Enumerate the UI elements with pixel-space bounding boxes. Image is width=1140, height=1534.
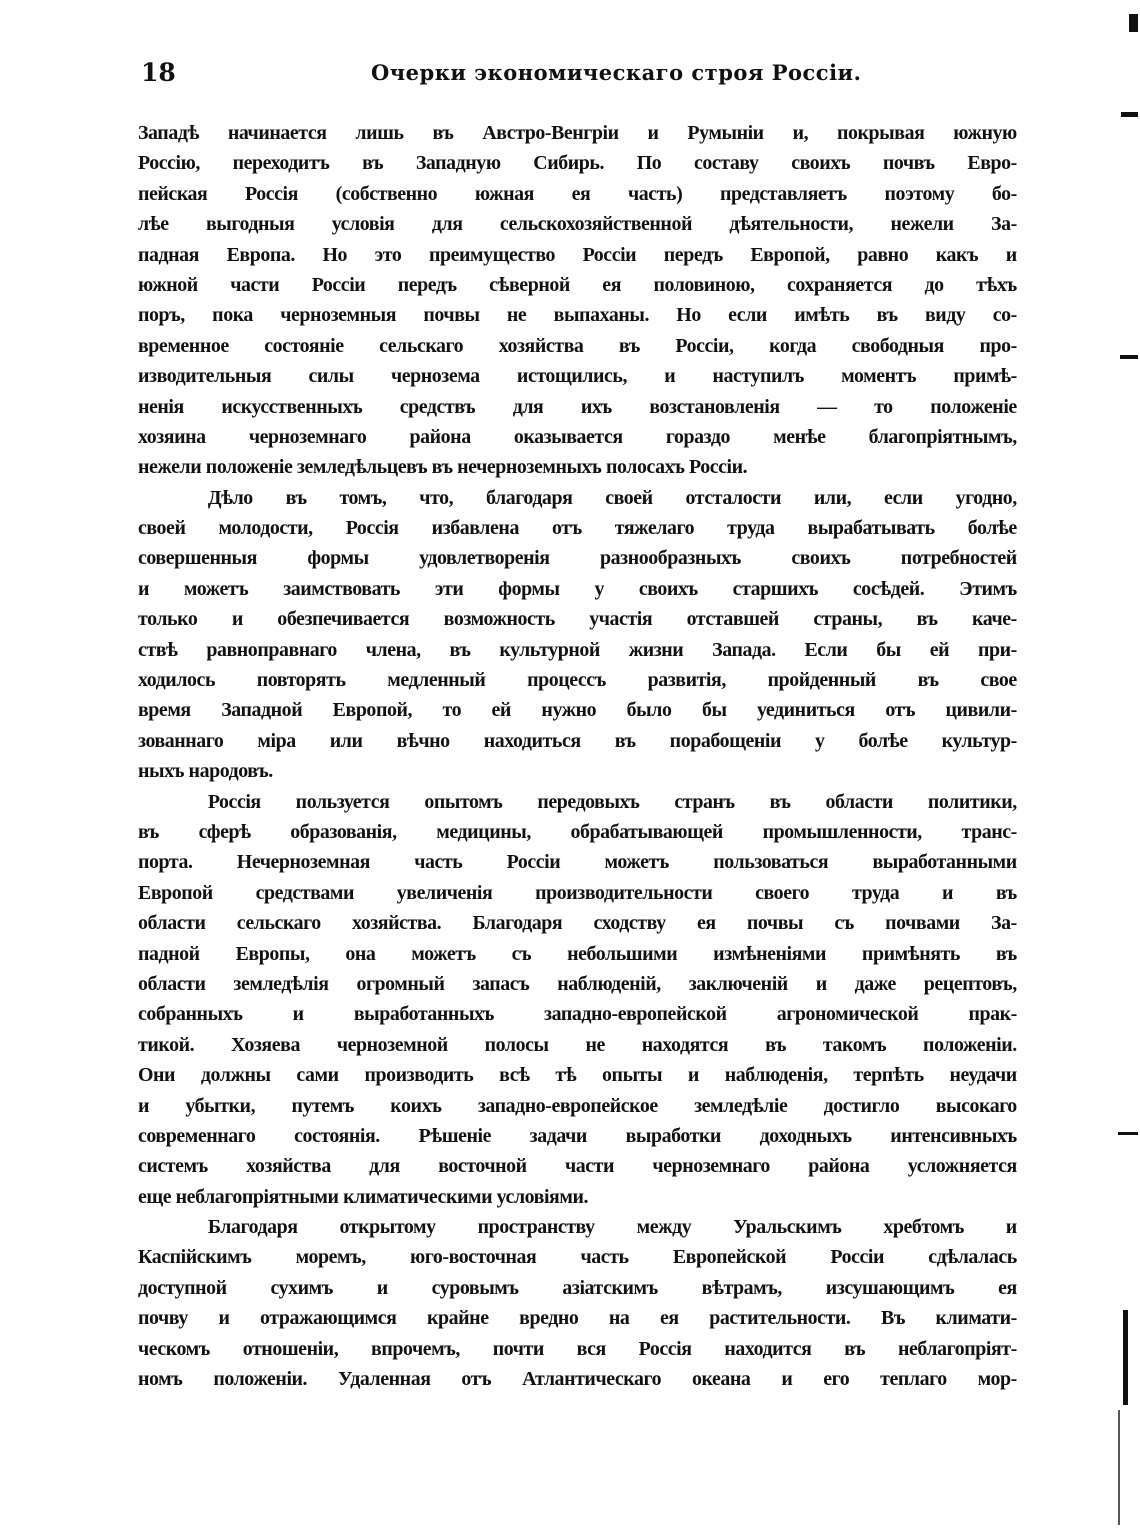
- text-line: зованнаго міра или вѣчно находиться въ порабощеніи у болѣе культур-: [138, 729, 1017, 752]
- running-title: Очерки экономическаго строя Россіи.: [371, 60, 862, 85]
- text-line: области сельскаго хозяйства. Благодаря сходству ея почвы съ почвами За-: [138, 912, 1017, 935]
- text-line: нежели положеніе земледѣльцевъ въ нечерноземныхъ полосахъ Россіи.: [138, 456, 748, 479]
- text-line: Дѣло въ томъ, что, благодаря своей отсталости или, если угодно,: [207, 486, 1017, 509]
- text-line: порта. Нечерноземная часть Россіи можетъ пользоваться выработанными: [138, 851, 1017, 874]
- text-line: Они должны сами производить всѣ тѣ опыты и наблюденія, терпѣть неудачи: [138, 1064, 1017, 1087]
- text-line: Россія пользуется опытомъ передовыхъ странъ въ области политики,: [207, 790, 1017, 813]
- scan-artifact: [1118, 1132, 1138, 1135]
- text-line: современнаго состоянія. Рѣшеніе задачи выработки доходныхъ интенсивныхъ: [138, 1124, 1017, 1147]
- text-line: изводительныя силы чернозема истощились, и наступилъ моментъ примѣ-: [138, 365, 1017, 388]
- text-line: области земледѣлія огромный запасъ наблюденій, заключеній и даже рецептовъ,: [138, 972, 1017, 995]
- text-line: падной Европы, она можетъ съ небольшими измѣненіями примѣнять въ: [138, 942, 1017, 965]
- body-text: [138, 118, 1044, 1394]
- text-line: только и обезпечивается возможность участія отставшей страны, въ каче-: [138, 608, 1017, 631]
- text-line: ствѣ равноправнаго члена, въ культурной жизни Запада. Если бы ей при-: [138, 638, 1017, 661]
- text-line: временное состояніе сельскаго хозяйства въ Россіи, когда свободныя про-: [138, 334, 1017, 357]
- text-line: южной части Россіи передъ сѣверной ея половиною, сохраняется до тѣхъ: [138, 273, 1017, 296]
- page-number: 18: [141, 58, 176, 87]
- page-header: [141, 58, 1023, 92]
- paragraph: [138, 118, 1044, 483]
- text-line: еще неблагопріятными климатическими условіями.: [138, 1185, 589, 1208]
- text-line: время Западной Европой, то ей нужно было бы уединиться отъ цивили-: [138, 699, 1017, 722]
- text-line: и можетъ заимствовать эти формы у своихъ старшихъ сосѣдей. Этимъ: [138, 577, 1017, 600]
- text-line: Европой средствами увеличенія производительности своего труда и въ: [138, 881, 1017, 904]
- scan-artifact: [1121, 112, 1138, 117]
- text-line: падная Европа. Но это преимущество Россіи передъ Европой, равно какъ и: [138, 243, 1017, 266]
- text-line: и убытки, путемъ коихъ западно-европейское земледѣліе достигло высокаго: [138, 1094, 1017, 1117]
- text-line: почву и отражающимся крайне вредно на ея растительности. Въ климати-: [138, 1307, 1017, 1330]
- text-line: тикой. Хозяева черноземной полосы не находятся въ такомъ положеніи.: [138, 1033, 1017, 1056]
- paragraph: [138, 787, 1044, 1212]
- text-line: поръ, пока черноземныя почвы не выпаханы. Но если имѣть въ виду со-: [138, 304, 1017, 327]
- text-line: собранныхъ и выработанныхъ западно-европейской агрономической прак-: [138, 1003, 1017, 1026]
- scan-artifact: [1123, 1310, 1128, 1405]
- text-line: Каспійскимъ моремъ, юго-восточная часть Европейской Россіи сдѣлалась: [138, 1246, 1017, 1269]
- text-line: доступной сухимъ и суровымъ азіатскимъ вѣтрамъ, изсушающимъ ея: [138, 1276, 1017, 1299]
- text-line: лѣе выгодныя условія для сельскохозяйственной дѣятельности, нежели За-: [138, 213, 1017, 236]
- text-line: ходилось повторять медленный процессъ развитія, пройденный въ свое: [138, 669, 1017, 692]
- scan-artifact: [1129, 14, 1138, 32]
- text-line: пейская Россія (собственно южная ея часть) представляетъ поэтому бо-: [138, 182, 1017, 205]
- text-line: въ сферѣ образованія, медицины, обрабатывающей промышленности, транс-: [138, 820, 1017, 843]
- text-line: совершенныя формы удовлетворенія разнообразныхъ своихъ потребностей: [138, 547, 1017, 570]
- text-line: Благодаря открытому пространству между Уральскимъ хребтомъ и: [207, 1216, 1017, 1239]
- text-line: ненія искусственныхъ средствъ для ихъ возстановленія — то положеніе: [138, 395, 1017, 418]
- paragraph: [138, 1212, 1044, 1394]
- text-line: ческомъ отношеніи, впрочемъ, почти вся Россія находится въ неблагопріят-: [138, 1337, 1017, 1360]
- text-line: хозяина черноземнаго района оказывается гораздо менѣе благопріятнымъ,: [138, 425, 1017, 448]
- text-line: своей молодости, Россія избавлена отъ тяжелаго труда вырабатывать болѣе: [138, 517, 1017, 540]
- text-line: Россію, переходитъ въ Западную Сибирь. По составу своихъ почвъ Евро-: [138, 152, 1017, 175]
- text-line: ныхъ народовъ.: [138, 760, 273, 783]
- scan-artifact: [1118, 1410, 1120, 1525]
- text-line: номъ положеніи. Удаленная отъ Атлантическаго океана и его теплаго мор-: [138, 1368, 1017, 1391]
- text-line: системъ хозяйства для восточной части черноземнаго района усложняется: [138, 1155, 1017, 1178]
- text-line: Западѣ начинается лишь въ Австро-Венгріи и Румыніи и, покрывая южную: [138, 122, 1017, 144]
- scan-artifact: [1120, 355, 1138, 359]
- paragraph: [138, 483, 1044, 787]
